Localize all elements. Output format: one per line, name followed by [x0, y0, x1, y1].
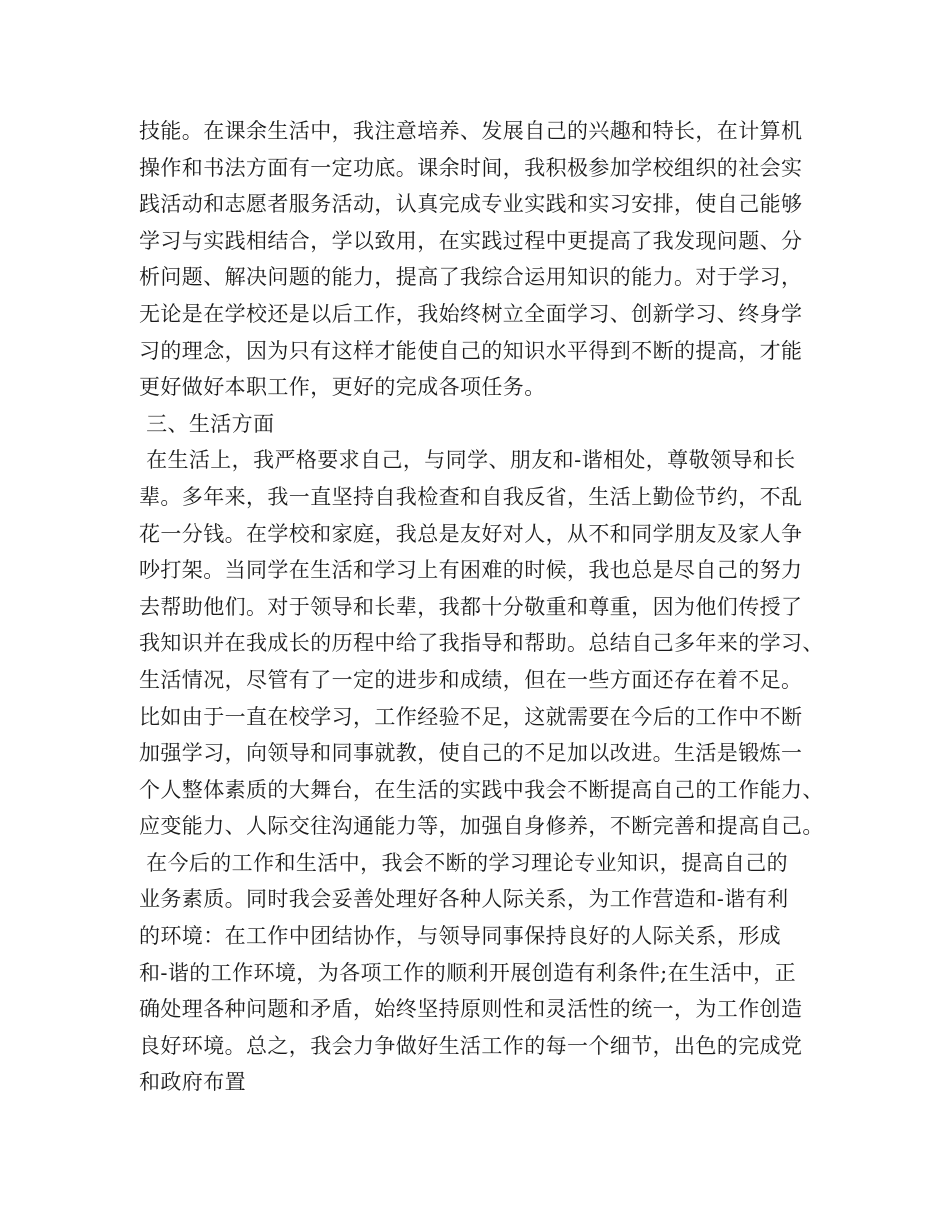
- text-line: 良好环境。总之，我会力争做好生活工作的每一个细节，出色的完成党: [139, 1033, 803, 1058]
- text-line: 个人整体素质的大舞台，在生活的实践中我会不断提高自己的工作能力、: [139, 777, 824, 802]
- text-line: 在生活上，我严格要求自己，与同学、朋友和-谐相处，尊敬领导和长: [139, 448, 796, 473]
- text-line: 在今后的工作和生活中，我会不断的学习理论专业知识，提高自己的: [139, 850, 789, 875]
- text-line: 践活动和志愿者服务活动，认真完成专业实践和实习安排，使自己能够: [139, 192, 803, 217]
- text-line: 辈。多年来，我一直坚持自我检查和自我反省，生活上勤俭节约，不乱: [139, 484, 803, 509]
- text-line: 吵打架。当同学在生活和学习上有困难的时候，我也总是尽自己的努力: [139, 558, 803, 583]
- text-line: 业务素质。同时我会妥善处理好各种人际关系，为工作营造和-谐有利: [139, 887, 789, 912]
- text-line: 花一分钱。在学校和家庭，我总是友好对人，从不和同学朋友及家人争: [139, 521, 803, 546]
- text-line: 技能。在课余生活中，我注意培养、发展自己的兴趣和特长，在计算机: [139, 119, 803, 143]
- text-line: 操作和书法方面有一定功底。课余时间，我积极参加学校组织的社会实: [139, 155, 803, 180]
- text-line: 应变能力、人际交往沟通能力等，加强自身修养，不断完善和提高自己。: [139, 814, 824, 839]
- text-line: 加强学习，向领导和同事就教，使自己的不足加以改进。生活是锻炼一: [139, 741, 803, 766]
- text-line: 生活情况，尽管有了一定的进步和成绩，但在一些方面还存在着不足。: [139, 667, 803, 692]
- text-line: 确处理各种问题和矛盾，始终坚持原则性和灵活性的统一，为工作创造: [139, 997, 803, 1022]
- text-line: 的环境：在工作中团结协作，与领导同事保持良好的人际关系，形成: [139, 924, 781, 949]
- text-line: 和政府布置: [139, 1070, 246, 1095]
- text-line: 无论是在学校还是以后工作，我始终树立全面学习、创新学习、终身学: [139, 301, 803, 326]
- text-line: 习的理念，因为只有这样才能使自己的知识水平得到不断的提高，才能: [139, 338, 803, 363]
- text-line: 和-谐的工作环境，为各项工作的顺利开展创造有利条件;在生活中，正: [139, 960, 796, 985]
- document-body: [139, 113, 829, 1101]
- text-line: 学习与实践相结合，学以致用，在实践过程中更提高了我发现问题、分: [139, 228, 803, 253]
- text-line: 析问题、解决问题的能力，提高了我综合运用知识的能力。对于学习，: [139, 265, 803, 290]
- text-line: 去帮助他们。对于领导和长辈，我都十分敬重和尊重，因为他们传授了: [139, 594, 803, 619]
- text-line: 更好做好本职工作，更好的完成各项任务。: [139, 375, 546, 400]
- text-line: 比如由于一直在校学习，工作经验不足，这就需要在今后的工作中不断: [139, 704, 803, 729]
- section-heading: 三、生活方面: [139, 411, 275, 436]
- text-line: 我知识并在我成长的历程中给了我指导和帮助。总结自己多年来的学习、: [139, 631, 824, 656]
